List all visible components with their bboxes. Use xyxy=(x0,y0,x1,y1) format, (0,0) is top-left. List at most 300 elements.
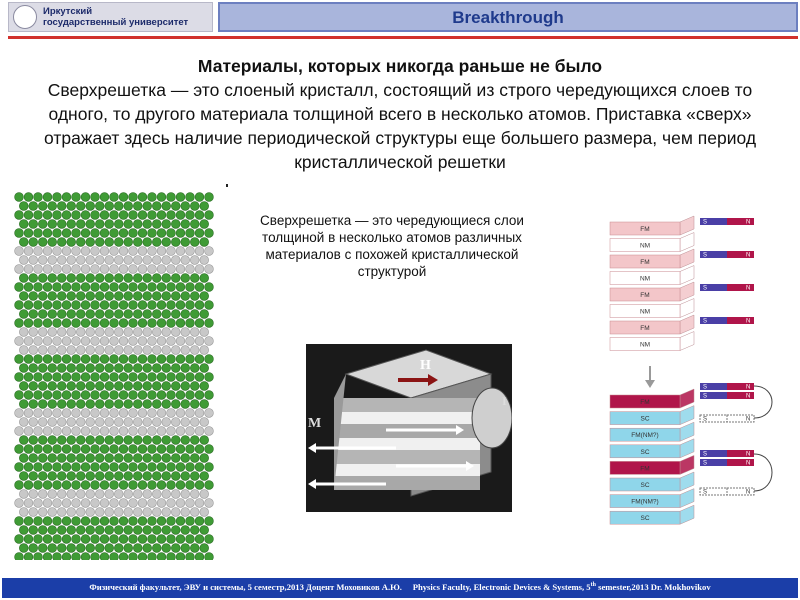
lattice-atom xyxy=(29,436,38,445)
lattice-atom xyxy=(124,508,133,517)
magnet-n-label: N xyxy=(746,393,751,400)
lattice-atom xyxy=(81,247,90,256)
lattice-atom xyxy=(76,490,85,499)
lattice-atom xyxy=(48,238,57,247)
lattice-atom xyxy=(43,283,52,292)
lattice-atom xyxy=(34,319,43,328)
lattice-atom xyxy=(157,319,166,328)
lattice-atom xyxy=(186,391,195,400)
lattice-atom xyxy=(15,211,24,220)
lattice-atom xyxy=(48,526,57,535)
lattice-atom xyxy=(72,517,81,526)
lattice-atom xyxy=(105,490,114,499)
lattice-atom xyxy=(38,382,47,391)
lattice-atom xyxy=(124,400,133,409)
stack-layer-label: FM xyxy=(640,259,650,266)
lattice-atom xyxy=(53,337,62,346)
lattice-atom xyxy=(100,427,109,436)
footer-text xyxy=(2,582,798,592)
lattice-atom xyxy=(148,463,157,472)
lattice-atom xyxy=(86,490,95,499)
lattice-atom xyxy=(124,364,133,373)
lattice-atom xyxy=(200,436,209,445)
lattice-atom xyxy=(138,445,147,454)
lattice-atom xyxy=(148,301,157,310)
lattice-atom xyxy=(34,211,43,220)
stack-layer-label: FM xyxy=(640,226,650,233)
lattice-atom xyxy=(29,328,38,337)
lattice-atom xyxy=(114,418,123,427)
lattice-atom xyxy=(186,193,195,202)
lattice-atom xyxy=(114,472,123,481)
lattice-atom xyxy=(152,220,161,229)
device-layer xyxy=(334,412,480,424)
magnet-s-label: S xyxy=(703,460,708,467)
lattice-atom xyxy=(34,193,43,202)
lattice-atom xyxy=(38,274,47,283)
lattice-atom xyxy=(138,319,147,328)
lattice-atom xyxy=(114,256,123,265)
lattice-atom xyxy=(48,418,57,427)
lattice-atom xyxy=(157,409,166,418)
lattice-atom xyxy=(200,508,209,517)
lattice-atom xyxy=(129,445,138,454)
flip-arrow-icon xyxy=(754,454,772,491)
lattice-atom xyxy=(181,472,190,481)
lattice-atom xyxy=(176,193,185,202)
lattice-atom xyxy=(171,328,180,337)
lattice-atom xyxy=(15,535,24,544)
lattice-atom xyxy=(114,382,123,391)
lattice-atom xyxy=(119,517,128,526)
lattice-atom xyxy=(67,526,76,535)
lattice-atom xyxy=(200,490,209,499)
lattice-atom xyxy=(205,373,214,382)
lattice-atom xyxy=(167,319,176,328)
stack-layer-label: FM xyxy=(640,325,650,332)
lattice-atom xyxy=(91,319,100,328)
lattice-atom xyxy=(148,517,157,526)
lattice-atom xyxy=(176,535,185,544)
lattice-atom xyxy=(19,508,28,517)
lattice-atom xyxy=(91,301,100,310)
lattice-atom xyxy=(91,355,100,364)
lattice-atom xyxy=(129,373,138,382)
lattice-atom xyxy=(138,265,147,274)
lattice-atom xyxy=(119,337,128,346)
lattice-atom xyxy=(67,256,76,265)
lattice-atom xyxy=(119,445,128,454)
lattice-atom xyxy=(148,337,157,346)
lattice-atom xyxy=(200,454,209,463)
lattice-atom xyxy=(34,283,43,292)
lattice-atom xyxy=(129,481,138,490)
intro-text xyxy=(20,54,780,174)
lattice-atom xyxy=(129,355,138,364)
lattice-atom xyxy=(171,526,180,535)
lattice-atom xyxy=(190,238,199,247)
lattice-atom xyxy=(186,427,195,436)
lattice-atom xyxy=(157,481,166,490)
lattice-atom xyxy=(190,328,199,337)
multilayer-device-diagram xyxy=(306,344,512,512)
lattice-atom xyxy=(91,373,100,382)
lattice-atom xyxy=(62,427,71,436)
magnet-n-label: N xyxy=(746,252,751,259)
lattice-atom xyxy=(15,319,24,328)
lattice-atom xyxy=(38,508,47,517)
lattice-atom xyxy=(124,454,133,463)
lattice-atom xyxy=(72,535,81,544)
lattice-atom xyxy=(110,247,119,256)
lattice-atom xyxy=(100,229,109,238)
lattice-atom xyxy=(110,319,119,328)
lattice-atom xyxy=(57,382,66,391)
lattice-atom xyxy=(157,283,166,292)
lattice-atom xyxy=(24,499,33,508)
lattice-atom xyxy=(200,328,209,337)
lattice-atom xyxy=(100,283,109,292)
lattice-atom xyxy=(86,238,95,247)
lattice-atom xyxy=(95,364,104,373)
lattice-atom xyxy=(152,238,161,247)
lattice-atom xyxy=(205,535,214,544)
lattice-atom xyxy=(86,508,95,517)
lattice-atom xyxy=(195,535,204,544)
lattice-atom xyxy=(34,553,43,560)
lattice-atom xyxy=(34,517,43,526)
lattice-atom xyxy=(43,553,52,560)
lattice-atom xyxy=(133,220,142,229)
lattice-atom xyxy=(114,544,123,553)
lattice-atom xyxy=(114,364,123,373)
lattice-atom xyxy=(143,472,152,481)
lattice-atom xyxy=(76,544,85,553)
lattice-atom xyxy=(86,436,95,445)
lattice-atom xyxy=(152,292,161,301)
lattice-atom xyxy=(162,364,171,373)
lattice-atom xyxy=(200,220,209,229)
lattice-atom xyxy=(124,310,133,319)
lattice-atom xyxy=(91,463,100,472)
lattice-atom xyxy=(167,355,176,364)
lattice-atom xyxy=(181,544,190,553)
lattice-atom xyxy=(129,427,138,436)
lattice-atom xyxy=(186,319,195,328)
lattice-atom xyxy=(72,301,81,310)
lattice-atom xyxy=(181,454,190,463)
lattice-atom xyxy=(86,418,95,427)
lattice-atom xyxy=(195,553,204,560)
lattice-atom xyxy=(176,463,185,472)
lattice-atom xyxy=(200,472,209,481)
lattice-atom xyxy=(195,301,204,310)
lattice-atom xyxy=(105,328,114,337)
lattice-atom xyxy=(67,364,76,373)
lattice-atom xyxy=(95,490,104,499)
lattice-atom xyxy=(157,301,166,310)
lattice-atom xyxy=(138,535,147,544)
lattice-atom xyxy=(133,526,142,535)
device-layer xyxy=(334,398,480,412)
lattice-atom xyxy=(57,508,66,517)
lattice-atom xyxy=(176,355,185,364)
lattice-atom xyxy=(76,238,85,247)
lattice-atom xyxy=(15,445,24,454)
lattice-atom xyxy=(15,337,24,346)
lattice-atom xyxy=(171,418,180,427)
header-divider xyxy=(8,36,798,39)
lattice-atom xyxy=(67,328,76,337)
lattice-atom xyxy=(205,301,214,310)
lattice-atom xyxy=(205,193,214,202)
stack-layer-SC xyxy=(610,505,694,524)
lattice-atom xyxy=(24,409,33,418)
lattice-atom xyxy=(205,499,214,508)
lattice-atom xyxy=(162,202,171,211)
lattice-atom xyxy=(138,553,147,560)
lattice-atom xyxy=(62,229,71,238)
lattice-atom xyxy=(76,472,85,481)
lattice-atom xyxy=(190,292,199,301)
lattice-atom xyxy=(43,337,52,346)
lattice-atom xyxy=(81,211,90,220)
lattice-atom xyxy=(129,193,138,202)
magnet-s-label: S xyxy=(703,318,708,325)
lattice-atom xyxy=(29,310,38,319)
lattice-atom xyxy=(119,535,128,544)
lattice-atom xyxy=(105,454,114,463)
lattice-atom xyxy=(76,436,85,445)
lattice-atom xyxy=(195,283,204,292)
lattice-atom xyxy=(176,211,185,220)
lattice-atom xyxy=(152,346,161,355)
stack-layer-label: FM xyxy=(640,399,650,406)
lattice-atom xyxy=(100,517,109,526)
magnet-n-label: N xyxy=(746,384,751,391)
lattice-atom xyxy=(95,400,104,409)
lattice-atom xyxy=(124,544,133,553)
magnet-icon xyxy=(700,459,754,467)
lattice-atom xyxy=(148,553,157,560)
lattice-atom xyxy=(190,274,199,283)
lattice-atom xyxy=(91,535,100,544)
lattice-atom xyxy=(181,292,190,301)
lattice-atom xyxy=(110,355,119,364)
lattice-atom xyxy=(119,499,128,508)
lattice-atom xyxy=(15,229,24,238)
lattice-atom xyxy=(129,463,138,472)
lattice-atom xyxy=(162,472,171,481)
lattice-atom xyxy=(129,517,138,526)
lattice-atom xyxy=(129,553,138,560)
lattice-atom xyxy=(53,265,62,274)
lattice-atom xyxy=(190,256,199,265)
lattice-atom xyxy=(43,211,52,220)
lattice-atom xyxy=(72,427,81,436)
lattice-atom xyxy=(205,211,214,220)
lattice-atom xyxy=(91,409,100,418)
lattice-atom xyxy=(86,220,95,229)
lattice-atom xyxy=(81,391,90,400)
lattice-atom xyxy=(67,436,76,445)
lattice-atom xyxy=(62,535,71,544)
lattice-atom xyxy=(86,400,95,409)
intro-body: Сверхрешетка — это слоеный кристалл, состоящий из строго чередующихся слоев то одного, то другого материала толщиной всего в несколько атомов. Приставка «сверх» отражает здесь наличие периодической структуры еще большего размера, чем период кристаллической решетки xyxy=(43,80,757,172)
lattice-atom xyxy=(167,499,176,508)
lattice-atom xyxy=(133,418,142,427)
lattice-atom xyxy=(95,508,104,517)
lattice-atom xyxy=(57,274,66,283)
lattice-atom xyxy=(205,229,214,238)
lattice-atom xyxy=(152,544,161,553)
lattice-atom xyxy=(167,409,176,418)
lattice-atom xyxy=(29,202,38,211)
lattice-atom xyxy=(119,301,128,310)
lattice-atom xyxy=(105,526,114,535)
lattice-atom xyxy=(105,364,114,373)
lattice-atom xyxy=(119,211,128,220)
lattice-atom xyxy=(24,535,33,544)
lattice-atom xyxy=(53,247,62,256)
magnet-n-label: N xyxy=(746,219,751,226)
lattice-atom xyxy=(133,400,142,409)
lattice-atom xyxy=(133,472,142,481)
magnet-n-label: N xyxy=(746,285,751,292)
lattice-atom xyxy=(67,418,76,427)
lattice-atom xyxy=(105,292,114,301)
lattice-atom xyxy=(148,319,157,328)
lattice-atom xyxy=(148,409,157,418)
lattice-atom xyxy=(167,373,176,382)
lattice-atom xyxy=(57,256,66,265)
lattice-atom xyxy=(129,391,138,400)
lattice-atom xyxy=(19,544,28,553)
lattice-atom xyxy=(43,391,52,400)
lattice-atom xyxy=(129,229,138,238)
magnet-s-label: S xyxy=(703,393,708,400)
lattice-atom xyxy=(186,535,195,544)
lattice-atom xyxy=(95,436,104,445)
stack-layer-FM(NM?) xyxy=(610,489,694,508)
lattice-atom xyxy=(34,445,43,454)
lattice-atom xyxy=(38,400,47,409)
lattice-atom xyxy=(176,283,185,292)
stack-layer-FM xyxy=(610,216,694,235)
lattice-atom xyxy=(81,445,90,454)
lattice-atom xyxy=(119,229,128,238)
lattice-atom xyxy=(19,202,28,211)
lattice-atom xyxy=(105,382,114,391)
lattice-atom xyxy=(81,499,90,508)
lattice-atom xyxy=(138,301,147,310)
lattice-atom xyxy=(162,292,171,301)
lattice-atom xyxy=(148,373,157,382)
lattice-atom xyxy=(133,544,142,553)
lattice-atom xyxy=(38,220,47,229)
lattice-atom xyxy=(38,490,47,499)
lattice-atom xyxy=(72,193,81,202)
lattice-atom xyxy=(143,436,152,445)
stack-layer-FM xyxy=(610,389,694,408)
lattice-atom xyxy=(114,328,123,337)
lattice-atom xyxy=(176,553,185,560)
lattice-atom xyxy=(200,544,209,553)
lattice-atom xyxy=(29,274,38,283)
lattice-atom xyxy=(152,454,161,463)
lattice-atom xyxy=(43,319,52,328)
lattice-atom xyxy=(162,544,171,553)
lattice-atom xyxy=(176,481,185,490)
lattice-atom xyxy=(24,481,33,490)
lattice-atom xyxy=(91,553,100,560)
lattice-atom xyxy=(205,517,214,526)
lattice-atom xyxy=(176,301,185,310)
lattice-atom xyxy=(133,490,142,499)
lattice-atom xyxy=(53,229,62,238)
magnet-s-label: S xyxy=(703,489,708,496)
magnet-icon xyxy=(700,392,754,400)
lattice-atom xyxy=(24,463,33,472)
lattice-atom xyxy=(62,517,71,526)
lattice-atom xyxy=(114,202,123,211)
footer xyxy=(2,576,798,598)
lattice-atom xyxy=(105,400,114,409)
lattice-atom xyxy=(72,373,81,382)
lattice-atom xyxy=(86,526,95,535)
lattice-atom xyxy=(167,193,176,202)
lattice-atom xyxy=(72,319,81,328)
lattice-atom xyxy=(186,517,195,526)
lattice-atom xyxy=(34,247,43,256)
lattice-atom xyxy=(190,544,199,553)
lattice-atom xyxy=(43,355,52,364)
lattice-atom xyxy=(72,445,81,454)
lattice-atom xyxy=(124,526,133,535)
lattice-atom xyxy=(95,292,104,301)
lattice-atom xyxy=(119,265,128,274)
lattice-atom xyxy=(53,319,62,328)
lattice-atom xyxy=(138,337,147,346)
lattice-atom xyxy=(124,490,133,499)
lattice-atom xyxy=(167,283,176,292)
lattice-atom xyxy=(91,229,100,238)
lattice-atom xyxy=(157,247,166,256)
lattice-atom xyxy=(110,553,119,560)
lattice-atom xyxy=(29,454,38,463)
lattice-atom xyxy=(62,409,71,418)
lattice-atom xyxy=(29,364,38,373)
lattice-atom xyxy=(15,301,24,310)
lattice-atom xyxy=(167,247,176,256)
lattice-atom xyxy=(152,436,161,445)
lattice-atom xyxy=(34,265,43,274)
lattice-atom xyxy=(181,202,190,211)
lattice-atom xyxy=(43,499,52,508)
lattice-atom xyxy=(143,346,152,355)
lattice-atom xyxy=(81,481,90,490)
lattice-atom xyxy=(91,337,100,346)
lattice-atom xyxy=(148,535,157,544)
lattice-atom xyxy=(186,553,195,560)
lattice-atom xyxy=(105,274,114,283)
lattice-atom xyxy=(19,310,28,319)
stack-layer-FM xyxy=(610,455,694,474)
lattice-atom xyxy=(143,526,152,535)
lattice-atom xyxy=(190,400,199,409)
lattice-atom xyxy=(124,346,133,355)
lattice-atom xyxy=(105,436,114,445)
